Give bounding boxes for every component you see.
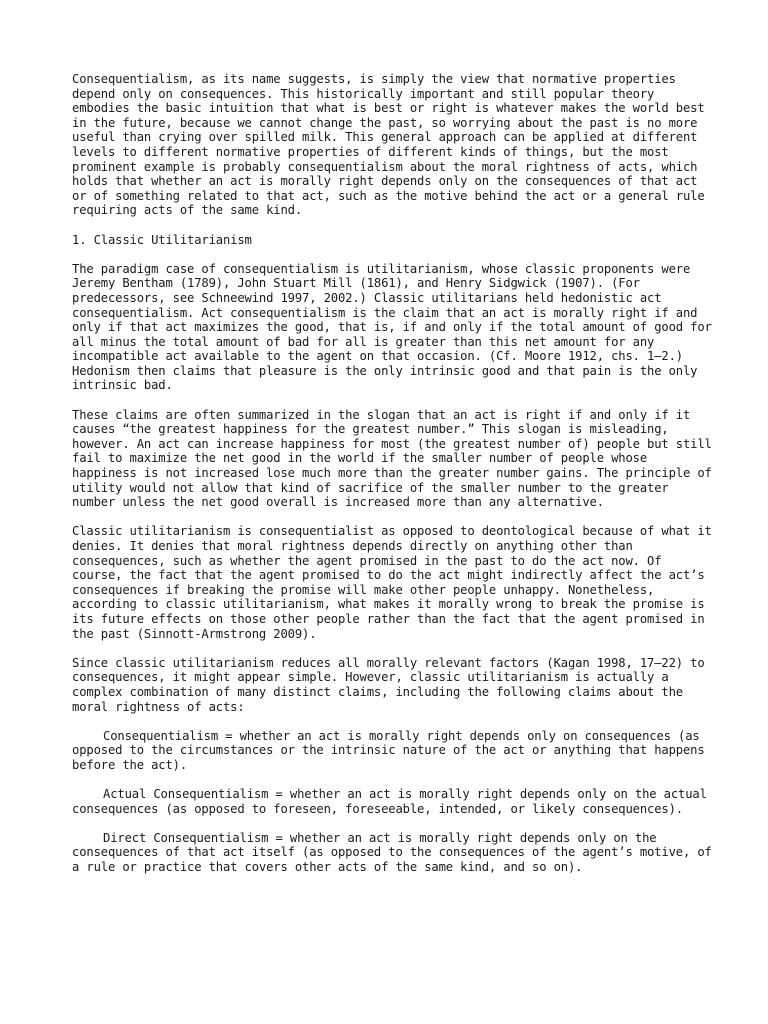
section-heading: 1. Classic Utilitarianism: [72, 232, 252, 247]
body-paragraph: These claims are often summarized in the slogan that an act is right if and only if it causes “the greatest happiness for the greatest number.” This slogan is misleading, however. An act can increase happiness for most (the greatest number of) people but still fail to maximize the net good in the world if the smaller number of people whose happiness is not increased lose much more than the greater number gains. The principle of utility would not allow that kind of sacrifice of the smaller number to the greater number unless the net good overall is increased more than any alternative.: [72, 407, 719, 510]
definition-direct-consequentialism: Direct Consequentialism = whether an act is morally right depends only on the consequences of that act itself (as opposed to the consequences of the agent’s motive, of a rule or practice that covers other acts of the same kind, and so on).: [72, 830, 719, 875]
document-page: [72, 72, 719, 889]
body-paragraph: Since classic utilitarianism reduces all morally relevant factors (Kagan 1998, 17–22) to consequences, it might appear simple. However, classic utilitarianism is actually a complex combination of many distinct claims, including the following claims about the moral rightness of acts:: [72, 655, 712, 714]
definition-actual-consequentialism: Actual Consequentialism = whether an act is morally right depends only on the actual consequences (as opposed to foreseen, foreseeable, intended, or likely consequences).: [72, 787, 714, 816]
intro-paragraph: Consequentialism, as its name suggests, is simply the view that normative properties depend only on consequences. This historically important and still popular theory embodies the basic intuition that what is best or right is whatever makes the world best in the future, because we cannot change the past, so worrying about the past is no more useful than crying over spilled milk. This general approach can be applied at different levels to different normative properties of different kinds of things, but the most prominent example is probably consequentialism about the moral rightness of acts, which holds that whether an act is morally right depends only on the consequences of that act or of something related to that act, such as the motive behind the act or a general rule requiring acts of the same kind.: [72, 72, 712, 218]
body-paragraph: The paradigm case of consequentialism is utilitarianism, whose classic proponents were Jeremy Bentham (1789), John Stuart Mill (1861), and Henry Sidgwick (1907). (For predecessors, see Schneewind 1997, 2002.) Classic utilitarians held hedonistic act consequentialism. Act consequentialism is the claim that an act is morally right if and only if that act maximizes the good, that is, if and only if the total amount of good for all minus the total amount of bad for all is greater than this net amount for any incompatible act available to the agent on that occasion. (Cf. Moore 1912, chs. 1–2.) Hedonism then claims that pleasure is the only intrinsic good and that pain is the only intrinsic bad.: [72, 261, 719, 393]
definition-consequentialism: Consequentialism = whether an act is morally right depends only on consequences (as opposed to the circumstances or the intrinsic nature of the act or anything that happens before the act).: [72, 728, 712, 772]
body-paragraph: Classic utilitarianism is consequentialist as opposed to deontological because of what it denies. It denies that moral rightness depends directly on anything other than consequences, such as whether the agent promised in the past to do the act now. Of course, the fact that the agent promised to do the act might indirectly affect the act’s consequences if breaking the promise will make other people unhappy. Nonetheless, according to classic utilitarianism, what makes it morally wrong to break the promise is its future effects on those other people rather than the fact that the agent promised in the past (Sinnott-Armstrong 2009).: [72, 524, 719, 641]
